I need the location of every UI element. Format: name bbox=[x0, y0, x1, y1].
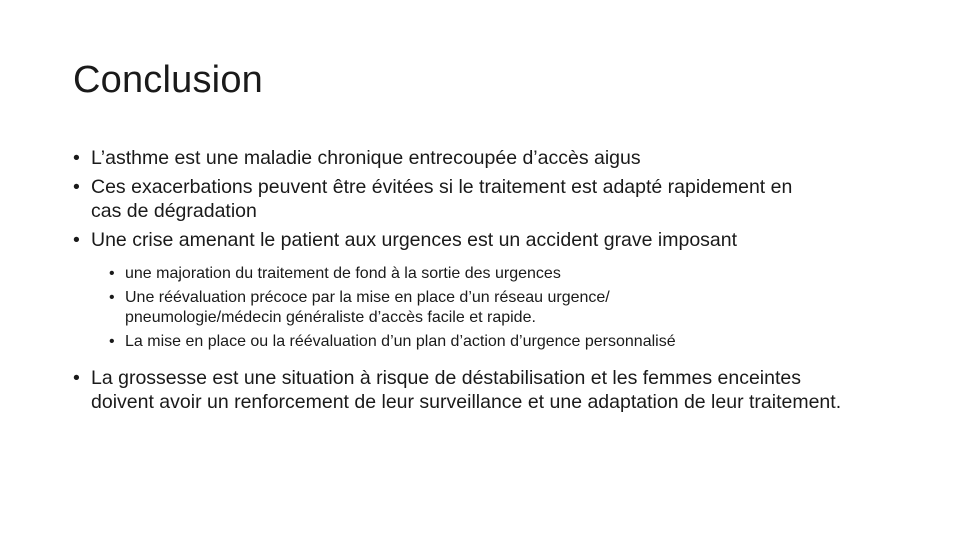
sub-bullet-item bbox=[109, 332, 885, 352]
sub-bullet-text: Une réévaluation précoce par la mise en place d’un réseau urgence/ pneumologie/médecin généraliste d’accès facile et rapide. bbox=[125, 289, 610, 326]
bullet-icon: • bbox=[73, 176, 80, 198]
bullet-icon: • bbox=[73, 147, 80, 169]
bullet-text: La grossesse est une situation à risque de déstabilisation et les femmes enceintes doivent avoir un renforcement de leur surveillance et une adaptation de leur traitement. bbox=[91, 367, 842, 413]
bullet-icon: • bbox=[73, 367, 80, 389]
sub-bullet-icon: • bbox=[109, 333, 115, 350]
sub-bullet-item bbox=[109, 264, 825, 284]
bullet-item bbox=[73, 228, 951, 252]
bullet-item bbox=[73, 175, 821, 223]
sub-bullet-text: La mise en place ou la réévaluation d’un plan d’action d’urgence personnalisé bbox=[125, 333, 676, 350]
bullet-item bbox=[73, 146, 851, 170]
sub-bullet-icon: • bbox=[109, 265, 115, 282]
sub-bullet-text: une majoration du traitement de fond à la sortie des urgences bbox=[125, 265, 561, 282]
bullet-icon: • bbox=[73, 229, 80, 251]
slide-body bbox=[73, 146, 943, 419]
bullet-item bbox=[73, 366, 861, 414]
bullet-text: L’asthme est une maladie chronique entrecoupée d’accès aigus bbox=[91, 147, 641, 169]
sub-bullet-icon: • bbox=[109, 289, 115, 306]
sub-bullet-item bbox=[109, 288, 765, 328]
bullet-text: Une crise amenant le patient aux urgences est un accident grave imposant bbox=[91, 229, 738, 251]
slide-title: Conclusion bbox=[73, 59, 263, 101]
bullet-text: Ces exacerbations peuvent être évitées si le traitement est adapté rapidement en cas de dégradation bbox=[91, 176, 793, 222]
